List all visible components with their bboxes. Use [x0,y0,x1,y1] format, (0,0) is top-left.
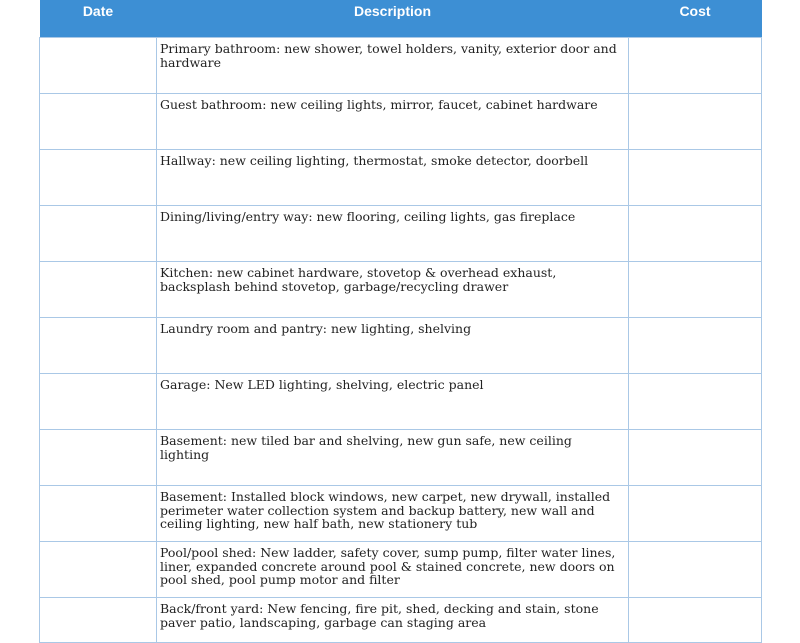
table-row [40,430,762,486]
date-cell[interactable] [40,430,157,486]
date-cell[interactable] [40,318,157,374]
cost-cell[interactable] [629,374,762,430]
cost-cell[interactable] [629,598,762,643]
renovation-table [39,0,762,643]
cost-cell[interactable] [629,318,762,374]
cost-column-header: Cost [629,0,762,38]
table-row [40,374,762,430]
cost-cell[interactable] [629,38,762,94]
cost-cell[interactable] [629,542,762,598]
date-cell[interactable] [40,94,157,150]
date-cell[interactable] [40,598,157,643]
date-cell[interactable] [40,262,157,318]
table-row [40,262,762,318]
date-cell[interactable] [40,38,157,94]
table-header [40,0,762,38]
table-row [40,486,762,542]
cost-cell[interactable] [629,206,762,262]
description-cell[interactable]: Dining/living/entry way: new flooring, ceiling lights, gas fireplace [157,206,629,262]
table-row [40,542,762,598]
description-cell[interactable]: Primary bathroom: new shower, towel holders, vanity, exterior door and hardware [157,38,629,94]
cost-cell[interactable] [629,430,762,486]
description-cell[interactable]: Pool/pool shed: New ladder, safety cover, sump pump, filter water lines, liner, expanded concrete around pool & stained concrete, new doors on pool shed, pool pump motor and filter [157,542,629,598]
date-cell[interactable] [40,542,157,598]
description-cell[interactable]: Kitchen: new cabinet hardware, stovetop & overhead exhaust, backsplash behind stovetop, garbage/recycling drawer [157,262,629,318]
description-cell[interactable]: Basement: new tiled bar and shelving, new gun safe, new ceiling lighting [157,430,629,486]
description-cell[interactable]: Hallway: new ceiling lighting, thermostat, smoke detector, doorbell [157,150,629,206]
date-cell[interactable] [40,374,157,430]
date-cell[interactable] [40,486,157,542]
date-cell[interactable] [40,206,157,262]
table-row [40,598,762,643]
table-row [40,38,762,94]
table-row [40,94,762,150]
table-row [40,206,762,262]
cost-cell[interactable] [629,150,762,206]
description-cell[interactable]: Laundry room and pantry: new lighting, shelving [157,318,629,374]
header-row [40,0,762,38]
description-cell[interactable]: Garage: New LED lighting, shelving, electric panel [157,374,629,430]
description-column-header: Description [157,0,629,38]
table-body [40,38,762,643]
description-cell[interactable]: Guest bathroom: new ceiling lights, mirror, faucet, cabinet hardware [157,94,629,150]
cost-cell[interactable] [629,94,762,150]
cost-cell[interactable] [629,262,762,318]
description-cell[interactable]: Basement: Installed block windows, new carpet, new drywall, installed perimeter water collection system and backup battery, new wall and ceiling lighting, new half bath, new stationery tub [157,486,629,542]
date-cell[interactable] [40,150,157,206]
cost-cell[interactable] [629,486,762,542]
table-row [40,150,762,206]
table-row [40,318,762,374]
description-cell[interactable]: Back/front yard: New fencing, fire pit, shed, decking and stain, stone paver patio, landscaping, garbage can staging area [157,598,629,643]
date-column-header: Date [40,0,157,38]
